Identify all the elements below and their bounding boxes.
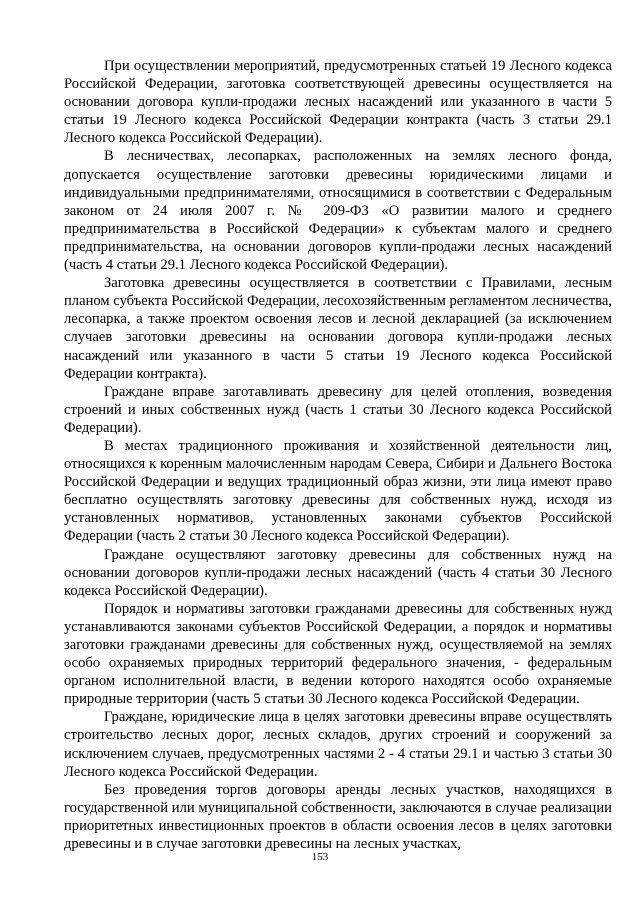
paragraph-3: Заготовка древесины осуществляется в соответствии с Правилами, лесным планом субъекта Российской Федерации, лесохозяйственным регламентом лесничества, лесопарка, а также проектом освоения лесов и лесной декларацией (за исключением случаев заготовки древесины на основании договора купли-продажи лесных насаждений или указанного в части 5 статьи 19 Лесного кодекса Российской Федерации контракта). bbox=[64, 275, 612, 382]
paragraph-5: В местах традиционного проживания и хозяйственной деятельности лиц, относящихся к коренным малочисленным народам Севера, Сибири и Дальнего Востока Российской Федерации и ведущих традиционный образ жизни, эти лица имеют право бесплатно осуществлять заготовку древесины для собственных нужд, исходя из установленных нормативов, установленных законами субъектов Российской Федерации (часть 2 статьи 30 Лесного кодекса Российской Федерации). bbox=[64, 437, 612, 545]
paragraph-2: В лесничествах, лесопарках, расположенных на землях лесного фонда, допускается осуществление заготовки древесины юридическими лицами и индивидуальными предпринимателями, относящимися в соответствии с Федеральным законом от 24 июля 2007 г. № 209-ФЗ «О развитии малого и среднего предпринимательства в Российской Федерации» к субъектам малого и среднего предпринимательства, на основании договоров купли-продажи лесных насаждений (часть 4 статьи 29.1 Лесного кодекса Российской Федерации). bbox=[64, 148, 612, 274]
paragraph-8: Граждане, юридические лица в целях заготовки древесины вправе осуществлять строительство лесных дорог, лесных складов, других строений и сооружений за исключением случаев, предусмотренных частями 2 - 4 статьи 29.1 и частью 3 статьи 30 Лесного кодекса Российской Федерации. bbox=[64, 709, 612, 780]
page-number: 153 bbox=[311, 851, 329, 863]
paragraph-9: Без проведения торгов договоры аренды лесных участков, находящихся в государственной или муниципальной собственности, заключаются в случае реализации приоритетных инвестиционных проектов в области освоения лесов в целях заготовки древесины и в случае заготовки древесины на лесных участках, bbox=[64, 781, 612, 853]
paragraph-7: Порядок и нормативы заготовки гражданами древесины для собственных нужд устанавливаются законами субъектов Российской Федерации, а порядок и нормативы заготовки гражданами древесины для собственных нужд, осуществляемой на землях особо охраняемых природных территорий федерального значения, - федеральным органом исполнительной власти, в ведении которого находятся особо охраняемые природные территории (часть 5 статьи 30 Лесного кодекса Российской Федерации. bbox=[64, 600, 612, 708]
paragraph-1: При осуществлении мероприятий, предусмотренных статьей 19 Лесного кодекса Российской Федерации, заготовка соответствующей древесины осуществляется на основании договора купли-продажи лесных насаждений или указанного в части 5 статьи 19 Лесного кодекса Российской Федерации контракта (часть 3 статьи 29.1 Лесного кодекса Российской Федерации). bbox=[64, 58, 612, 147]
paragraph-4: Граждане вправе заготавливать древесину для целей отопления, возведения строений и иных собственных нужд (часть 1 статьи 30 Лесного кодекса Российской Федерации). bbox=[64, 383, 612, 436]
document-page bbox=[64, 57, 612, 853]
paragraph-6: Граждане осуществляют заготовку древесины для собственных нужд на основании договоров купли-продажи лесных насаждений (часть 4 статьи 30 Лесного кодекса Российской Федерации). bbox=[64, 546, 612, 599]
